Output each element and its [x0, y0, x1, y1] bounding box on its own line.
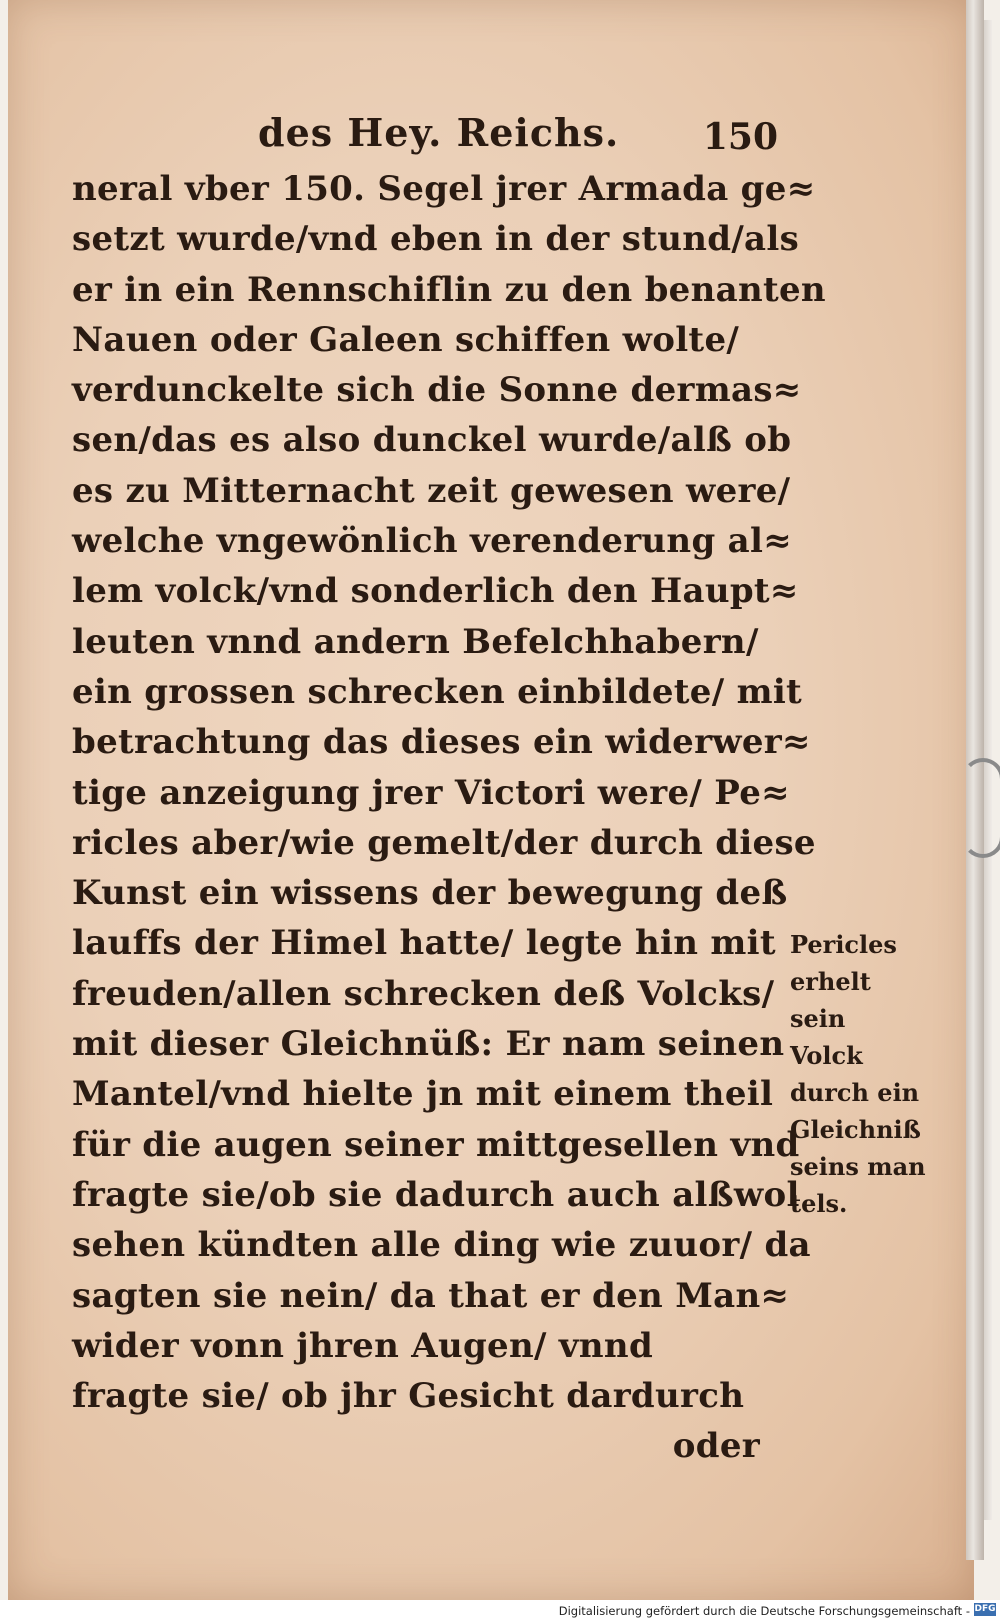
text-line: sen/das es also dunckel wurde/alß ob — [72, 420, 792, 461]
text-line: mit dieser Gleichnüß: Er nam seinen — [72, 1024, 785, 1065]
book-page — [8, 0, 974, 1600]
text-line: lem volck/vnd sonderlich den Haupt≈ — [72, 571, 799, 612]
funding-credit: Digitalisierung gefördert durch die Deutsche Forschungsgemeinschaft - — [558, 1604, 970, 1618]
marginal-note-line: Gleichniß — [790, 1115, 921, 1144]
text-line: freuden/allen schrecken deß Volcks/ — [72, 973, 775, 1014]
text-line: sehen kündten alle ding wie zuuor/ da — [72, 1225, 811, 1266]
text-line: fragte sie/ob sie dadurch auch alßwol — [72, 1174, 800, 1215]
dfg-logo-icon: DFG — [974, 1604, 996, 1614]
running-title: des Hey. Reichs. — [258, 110, 620, 155]
text-line: betrachtung das dieses ein widerwer≈ — [72, 722, 811, 763]
marginal-note-line: Volck — [790, 1041, 863, 1070]
text-line: setzt wurde/vnd eben in der stund/als — [72, 219, 800, 260]
text-line: wider vonn jhren Augen/ vnnd — [72, 1325, 654, 1366]
text-line: ricles aber/wie gemelt/der durch diese — [72, 822, 816, 863]
marginal-note-line: tels. — [790, 1189, 848, 1218]
marginal-note-line: Pericles — [790, 930, 897, 959]
text-line: für die augen seiner mittgesellen vnd — [72, 1124, 800, 1165]
text-line: ein grossen schrecken einbildete/ mit — [72, 671, 803, 712]
text-line: fragte sie/ ob jhr Gesicht dardurch — [72, 1376, 745, 1417]
text-line: lauffs der Himel hatte/ legte hin mit — [72, 923, 776, 964]
catchword: oder — [672, 1426, 760, 1467]
page-header — [258, 110, 778, 164]
marginal-note-line: durch ein — [790, 1078, 920, 1107]
text-line: tige anzeigung jrer Victori were/ Pe≈ — [72, 772, 790, 813]
text-line: es zu Mitternacht zeit gewesen were/ — [72, 470, 791, 511]
marginal-note — [790, 926, 930, 1222]
text-line: verdunckelte sich die Sonne dermas≈ — [72, 370, 802, 411]
text-line: leuten vnnd andern Befelchhabern/ — [72, 621, 759, 662]
book-clasp — [962, 758, 1000, 858]
text-line: Kunst ein wissens der bewegung deß — [72, 873, 788, 914]
marginal-note-line: erhelt sein — [790, 967, 871, 1033]
marginal-note-line: seins man — [790, 1152, 926, 1181]
text-line: Nauen oder Galeen schiffen wolte/ — [72, 319, 740, 360]
text-line: er in ein Rennschiflin zu den benanten — [72, 269, 826, 310]
folio-number: 150 — [702, 116, 778, 158]
text-line: welche vngewönlich verenderung al≈ — [72, 521, 792, 562]
digitization-footer — [0, 1600, 1000, 1620]
text-line: Mantel/vnd hielte jn mit einem theil — [72, 1074, 774, 1115]
text-line: sagten sie nein/ da that er den Man≈ — [72, 1275, 790, 1316]
text-line: neral vber 150. Segel jrer Armada ge≈ — [72, 169, 816, 209]
